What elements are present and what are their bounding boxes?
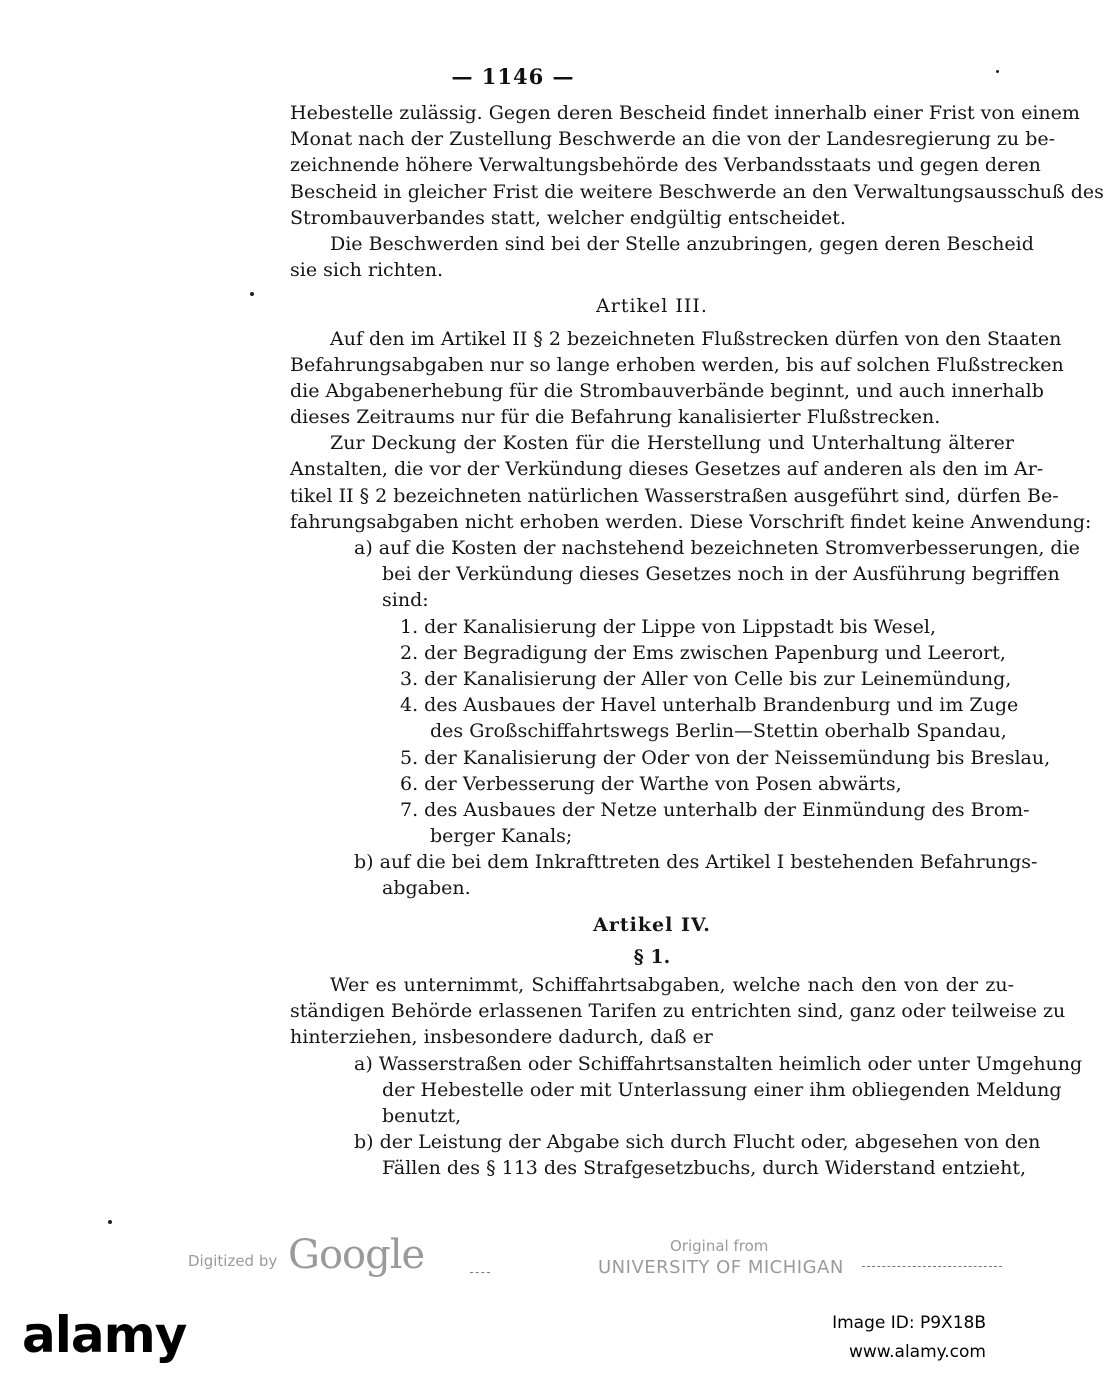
institution-label: UNIVERSITY OF MICHIGAN [598,1257,844,1278]
text-line: Auf den im Artikel II § 2 bezeichneten Flußstrecken dürfen von den Staaten [330,327,1062,350]
numbered-item: 1. der Kanalisierung der Lippe von Lippstadt bis Wesel, [400,615,936,638]
numbered-item: 3. der Kanalisierung der Aller von Celle bis zur Leinemündung, [400,667,1012,690]
text-line: der Hebestelle oder mit Unterlassung einer ihm obliegenden Meldung [382,1078,1062,1101]
text-line: zeichnende höhere Verwaltungsbehörde des Verbandsstaats und gegen deren [290,154,1041,177]
list-item-b: b) der Leistung der Abgabe sich durch Flucht oder, abgesehen von den [354,1131,1041,1154]
text-line: benutzt, [382,1104,462,1127]
numbered-item: 5. der Kanalisierung der Oder von der Neissemündung bis Breslau, [400,746,1051,769]
numbered-item: 6. der Verbesserung der Warthe von Posen abwärts, [400,772,902,795]
text-line: Monat nach der Zustellung Beschwerde an die von der Landesregierung zu be- [290,128,1056,151]
numbered-item: 4. des Ausbaues der Havel unterhalb Brandenburg und im Zuge [400,694,1019,717]
text-line: sie sich richten. [290,259,444,282]
text-line: Befahrungsabgaben nur so lange erhoben werden, bis auf solchen Flußstrecken [290,353,1064,376]
google-logo: Google [288,1232,425,1278]
text-line: Wer es unternimmt, Schiffahrtsabgaben, welche nach den von der zu- [330,974,1014,997]
scan-edge-dashes [862,1266,1002,1267]
text-line: hinterziehen, insbesondere dadurch, daß er [290,1026,713,1049]
original-from-label: Original from [670,1237,769,1255]
text-line: Fällen des § 113 des Strafgesetzbuchs, durch Widerstand entzieht, [382,1157,1027,1180]
alamy-url: www.alamy.com [848,1342,986,1362]
page-number: — 1146 — [451,64,575,89]
text-line: die Abgabenerhebung für die Strombauverbände beginnt, und auch innerhalb [290,379,1044,402]
text-line: tikel II § 2 bezeichneten natürlichen Wasserstraßen ausgeführt sind, dürfen Be- [290,484,1059,507]
text-line: fahrungsabgaben nicht erhoben werden. Diese Vorschrift findet keine Anwendung: [290,510,1092,533]
numbered-item: 7. des Ausbaues der Netze unterhalb der Einmündung des Brom- [400,798,1030,821]
text-line: Die Beschwerden sind bei der Stelle anzubringen, gegen deren Bescheid [330,232,1034,255]
text-line: Strombauverbandes statt, welcher endgültig entscheidet. [290,206,846,229]
text-line: abgaben. [382,877,471,900]
text-line: Zur Deckung der Kosten für die Herstellung und Unterhaltung älterer [330,432,1014,455]
artikel-4-heading: Artikel IV. [593,913,711,936]
text-line: dieses Zeitraums nur für die Befahrung kanalisierter Flußstrecken. [290,406,941,429]
text-line: Anstalten, die vor der Verkündung dieses Gesetzes auf anderen als den im Ar- [290,458,1044,481]
scan-edge-dashes [470,1272,490,1273]
numbered-item: 2. der Begradigung der Ems zwischen Papenburg und Leerort, [400,641,1006,664]
alamy-logo: alamy [22,1306,187,1364]
image-id-label: Image ID: P9X18B [832,1313,986,1333]
scan-speck [250,292,254,296]
scan-speck [108,1220,112,1224]
text-line: Bescheid in gleicher Frist die weitere Beschwerde an den Verwaltungsausschuß des [290,180,1104,203]
text-line: sind: [382,589,429,612]
list-item-b: b) auf die bei dem Inkrafttreten des Artikel I bestehenden Befahrungs- [354,851,1038,874]
digitized-by-label: Digitized by [188,1252,278,1270]
section-sign: § 1. [633,945,671,968]
text-line: ständigen Behörde erlassenen Tarifen zu entrichten sind, ganz oder teilweise zu [290,1000,1066,1023]
document-body [290,100,1104,1182]
text-line: berger Kanals; [430,825,573,848]
artikel-3-heading: Artikel III. [596,295,708,318]
scan-speck [996,70,999,73]
text-line: des Großschiffahrtswegs Berlin—Stettin oberhalb Spandau, [430,720,1007,743]
text-line: bei der Verkündung dieses Gesetzes noch in der Ausführung begriffen [382,563,1060,586]
list-item-a: a) Wasserstraßen oder Schiffahrtsanstalten heimlich oder unter Umgehung [354,1052,1083,1075]
text-line: Hebestelle zulässig. Gegen deren Bescheid findet innerhalb einer Frist von einem [290,102,1080,124]
list-item-a: a) auf die Kosten der nachstehend bezeichneten Stromverbesserungen, die [354,537,1080,560]
